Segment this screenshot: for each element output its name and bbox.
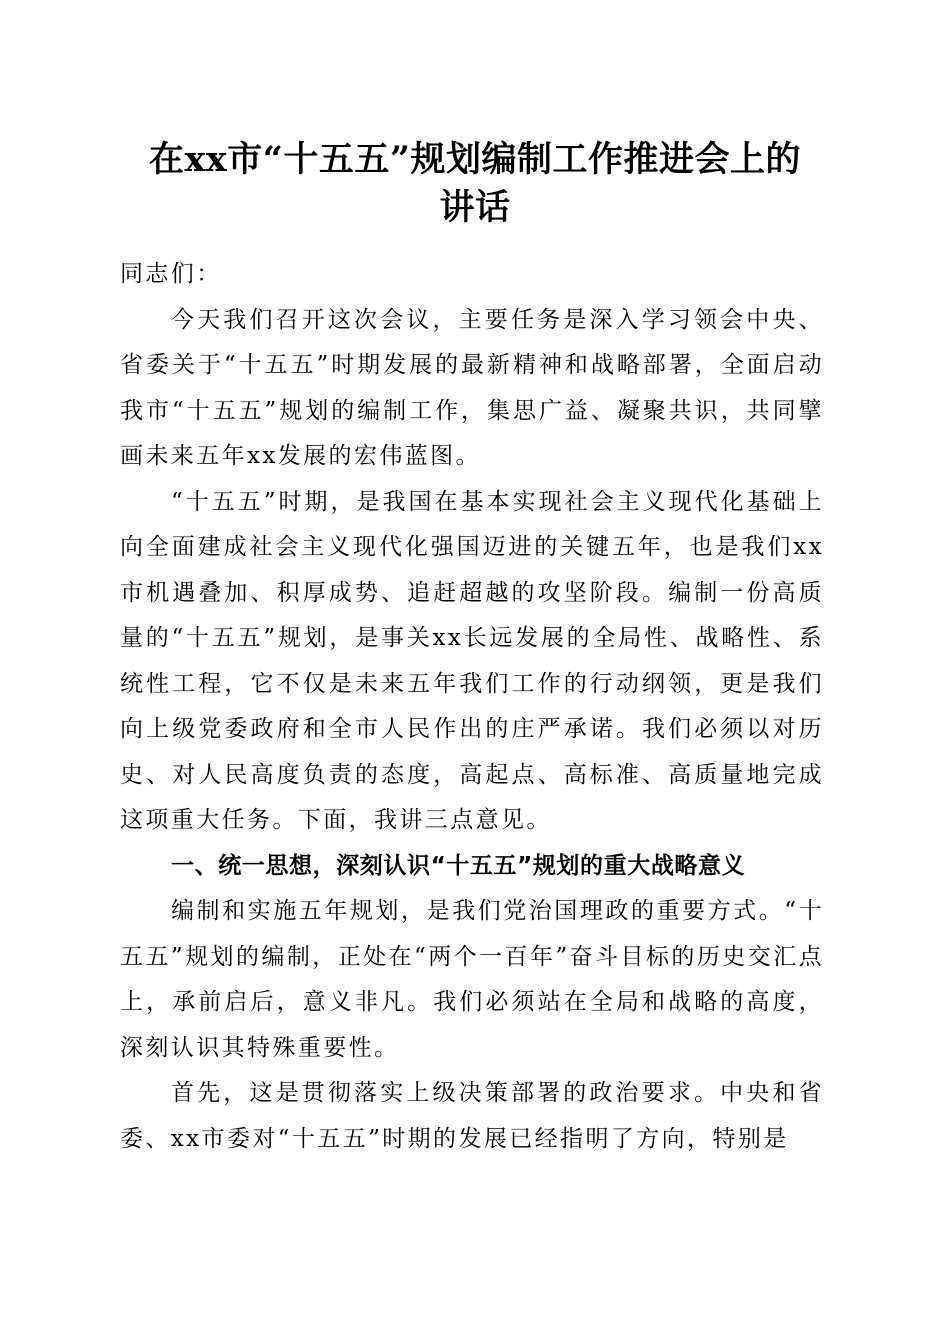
paragraph-context: “十五五”时期，是我国在基本实现社会主义现代化基础上向全面建成社会主义现代化强国迈进的关键五年，也是我们xx市机遇叠加、积厚成势、追赶超越的攻坚阶段。编制一份高质量的“十五五”规划，是事关xx长远发展的全局性、战略性、系统性工程，它不仅是未来五年我们工作的行动纲领，更是我们向上级党委政府和全市人民作出的庄严承诺。我们必须以对历史、对人民高度负责的态度，高起点、高标准、高质量地完成这项重大任务。下面，我讲三点意见。 [120,488,824,833]
salutation: 同志们： [120,261,222,287]
paragraph-intro: 今天我们召开这次会议，主要任务是深入学习领会中央、省委关于“十五五”时期发展的最新精神和战略部署，全面启动我市“十五五”规划的编制工作，集思广益、凝聚共识，共同擘画未来五年xx发展的宏伟蓝图。 [120,306,824,469]
paragraph-section1-first: 首先，这是贯彻落实上级决策部署的政治要求。中央和省委、xx市委对“十五五”时期的发展已经指明了方向，特别是 [120,1080,824,1152]
paragraph-section1-intro: 编制和实施五年规划，是我们党治国理政的重要方式。“十五五”规划的编制，正处在“两个一百年”奋斗目标的历史交汇点上，承前启后，意义非凡。我们必须站在全局和战略的高度，深刻认识其特殊重要性。 [120,898,824,1061]
document-body [120,252,824,1162]
title-line-2: 讲话 [439,187,511,228]
title-line-1: 在xx市“十五五”规划编制工作推进会上的 [149,139,801,180]
section-heading-1: 一、统一思想，深刻认识“十五五”规划的重大战略意义 [171,852,746,879]
document-title [100,136,850,232]
